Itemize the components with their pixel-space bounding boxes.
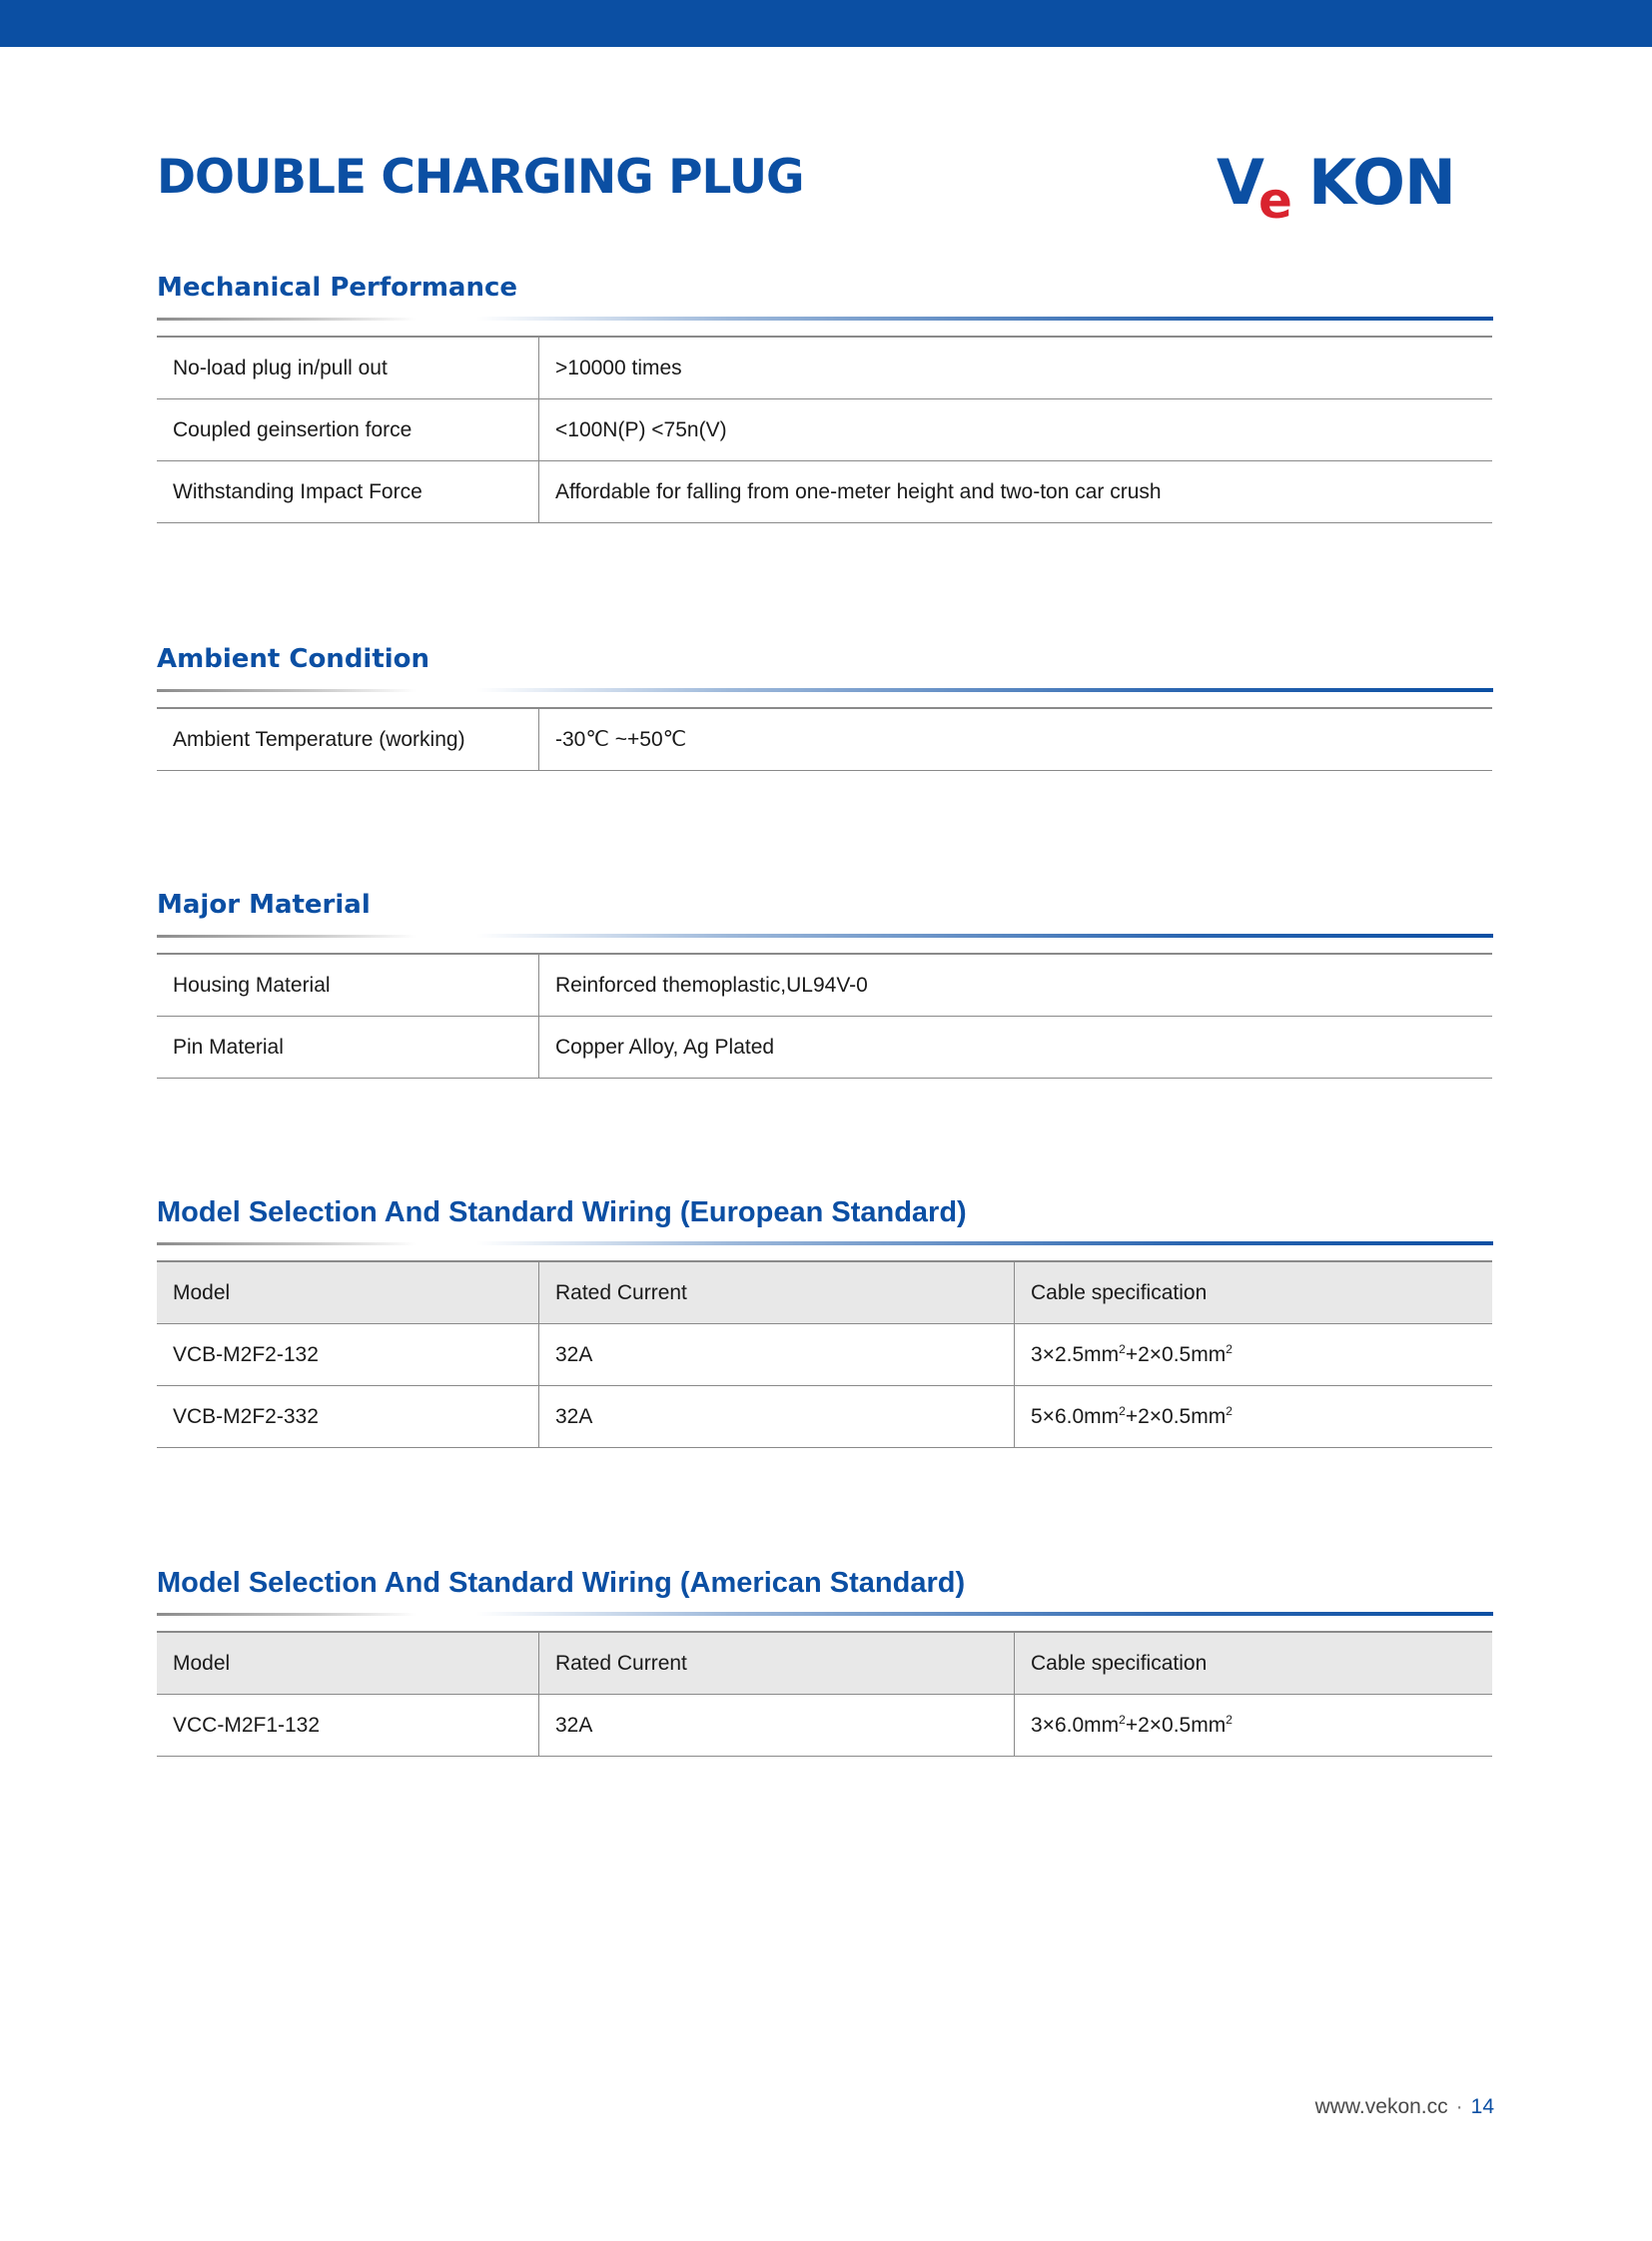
row-value: -30℃ ~+50℃: [539, 708, 1493, 771]
ambient-condition-section: [157, 639, 1493, 771]
table-header-row: [157, 1261, 1492, 1324]
row-label: Withstanding Impact Force: [157, 461, 539, 523]
column-header: Rated Current: [539, 1632, 1015, 1695]
column-header: Model: [157, 1632, 539, 1695]
column-header: Cable specification: [1015, 1261, 1493, 1324]
column-header: Model: [157, 1261, 539, 1324]
table-row: [157, 1017, 1492, 1079]
model-cell: VCC-M2F1-132: [157, 1695, 539, 1757]
top-color-bar: [0, 0, 1652, 47]
mechanical-performance-section: [157, 268, 1493, 523]
european-standard-section: [157, 1192, 1493, 1448]
section-divider: [157, 1240, 1493, 1246]
model-cell: VCB-M2F2-332: [157, 1386, 539, 1448]
table-row: [157, 954, 1492, 1017]
rated-current-cell: 32A: [539, 1695, 1015, 1757]
section-title: Model Selection And Standard Wiring (European Standard): [157, 1196, 967, 1228]
rated-current-cell: 32A: [539, 1324, 1015, 1386]
section-title: Ambient Condition: [157, 644, 430, 674]
major-material-section: [157, 885, 1493, 1079]
row-label: No-load plug in/pull out: [157, 337, 539, 399]
row-label: Housing Material: [157, 954, 539, 1017]
footer-separator: ·: [1455, 2095, 1463, 2118]
column-header: Rated Current: [539, 1261, 1015, 1324]
row-label: Pin Material: [157, 1017, 539, 1079]
row-label: Ambient Temperature (working): [157, 708, 539, 771]
table-row: [157, 1695, 1492, 1757]
table-row: [157, 337, 1492, 399]
page-number: 14: [1470, 2095, 1494, 2118]
section-divider: [157, 1611, 1493, 1617]
mechanical-performance-table: [157, 336, 1492, 523]
american-standard-table: [157, 1631, 1492, 1757]
section-divider: [157, 933, 1493, 939]
cable-spec-cell: $3\times 6.0mm^2+2\times 0.5mm^2$: [1015, 1695, 1493, 1757]
rated-current-cell: 32A: [539, 1386, 1015, 1448]
table-row: [157, 708, 1492, 771]
svg-text:KON: KON: [1308, 148, 1455, 219]
svg-text:e: e: [1258, 172, 1292, 220]
section-title: Major Material: [157, 890, 371, 920]
vekon-logo: [1217, 148, 1494, 220]
website-link[interactable]: www.vekon.cc: [1314, 2095, 1448, 2118]
table-header-row: [157, 1632, 1492, 1695]
model-cell: VCB-M2F2-132: [157, 1324, 539, 1386]
table-row: [157, 461, 1492, 523]
svg-text:V: V: [1217, 148, 1262, 219]
table-row: [157, 1324, 1492, 1386]
row-value: Reinforced themoplastic,UL94V-0: [539, 954, 1493, 1017]
page-footer: [1315, 2095, 1494, 2119]
section-divider: [157, 316, 1493, 322]
row-value: Copper Alloy, Ag Plated: [539, 1017, 1493, 1079]
row-value: >10000 times: [539, 337, 1493, 399]
american-standard-section: [157, 1563, 1493, 1757]
column-header: Cable specification: [1015, 1632, 1493, 1695]
section-divider: [157, 687, 1493, 693]
table-row: [157, 1386, 1492, 1448]
cable-spec-cell: $5\times 6.0mm^2+2\times 0.5mm^2$: [1015, 1386, 1493, 1448]
row-value: Affordable for falling from one-meter height and two-ton car crush: [539, 461, 1493, 523]
table-row: [157, 399, 1492, 461]
section-title: Mechanical Performance: [157, 273, 518, 303]
major-material-table: [157, 953, 1492, 1079]
ambient-condition-table: [157, 707, 1492, 771]
row-label: Coupled geinsertion force: [157, 399, 539, 461]
cable-spec-cell: $3\times 2.5mm^2+2\times 0.5mm^2$: [1015, 1324, 1493, 1386]
row-value: <100N(P) <75n(V): [539, 399, 1493, 461]
page-title: DOUBLE CHARGING PLUG: [157, 150, 804, 205]
section-title: Model Selection And Standard Wiring (American Standard): [157, 1567, 966, 1599]
european-standard-table: [157, 1260, 1492, 1448]
